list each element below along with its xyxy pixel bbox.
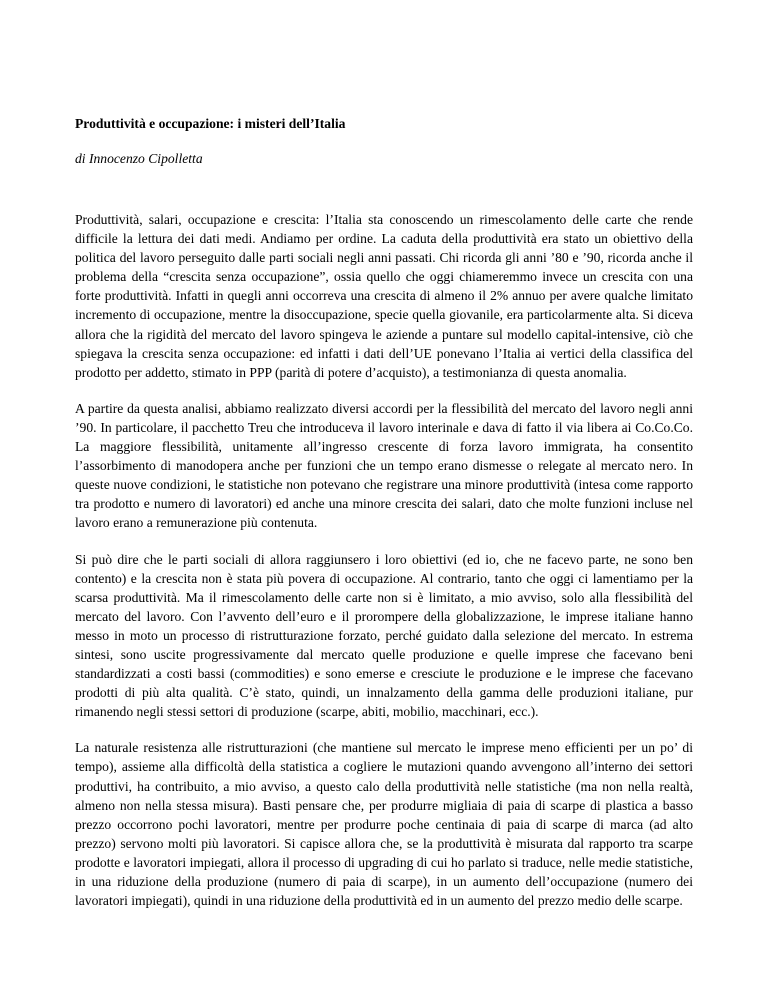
paragraph-4: La naturale resistenza alle ristrutturazioni (che mantiene sul mercato le imprese meno efficienti per un po’ di tempo), assieme alla difficoltà della statistica a cogliere le mutazioni quando avvengono all’interno dei settori produttivi, ha contribuito, a mio avviso, a questo calo della produttività nelle statistiche (ma non nella realtà, almeno non nella stessa misura). Basti pensare che, per produrre migliaia di paia di scarpe di plastica a basso prezzo occorrono pochi lavoratori, mentre per produrre poche centinaia di paia di scarpe di marca (ad alto prezzo) servono molti più lavoratori. Si capisce allora che, se la produttività è misurata dal rapporto tra scarpe prodotte e lavoratori impiegati, allora il processo di upgrading di cui ho parlato si traduce, nelle medie statistiche, in una riduzione della produzione (numero di paia di scarpe), in un aumento dell’occupazione (numero dei lavoratori impiegati), quindi in una riduzione della produttività ed in un aumento del prezzo medio delle scarpe. [75,740,693,909]
document-title: Produttività e occupazione: i misteri dell’Italia [75,116,346,131]
paragraph-3: Si può dire che le parti sociali di allora raggiunsero i loro obiettivi (ed io, che ne facevo parte, ne sono ben contento) e la crescita non è stata più povera di occupazione. Al contrario, tanto che oggi ci lamentiamo per la scarsa produttività. Ma il rimescolamento delle carte non si è limitato, a mio avviso, solo alla flessibilità del mercato del lavoro. Con l’avvento dell’euro e il prorompere della globalizzazione, le imprese italiane hanno messo in moto un processo di ristrutturazione forzato, perché guidato dalla selezione del mercato. In estrema sintesi, sono uscite progressivamente dal mercato quelle produzione e quelle imprese che facevano beni standardizzati a costi bassi (commodities) e sono emerse e cresciute le produzione e le imprese che facevano prodotti di più alta qualità. C’è stato, quindi, un innalzamento della gamma delle produzioni italiane, pur rimanendo negli stessi settori di produzione (scarpe, abiti, mobilio, macchinari, ecc.). [75,551,693,720]
document-author: di Innocenzo Cipolletta [75,151,203,166]
paragraph-1: Produttività, salari, occupazione e crescita: l’Italia sta conoscendo un rimescolamento delle carte che rende difficile la lettura dei dati medi. Andiamo per ordine. La caduta della produttività era stato un obiettivo della politica del lavoro perseguito dalle parti sociali negli anni passati. Chi ricorda gli anni ’80 e ’90, ricorda anche il problema della “crescita senza occupazione”, ossia quello che oggi chiameremmo invece un crescita con una forte produttività. Infatti in quegli anni occorreva una crescita di almeno il 2% annuo per avere qualche limitato incremento di occupazione, mentre la disoccupazione, specie quella giovanile, era particolarmente alta. Si diceva allora che la rigidità del mercato del lavoro spingeva le aziende a puntare sul modello capital-intensive, ciò che spiegava la crescita senza occupazione: ed infatti i dati dell’UE ponevano l’Italia ai vertici della classifica del prodotto per addetto, stimato in PPP (parità di potere d’acquisto), a testimonianza di questa anomalia. [75,212,693,380]
paragraph-2: A partire da questa analisi, abbiamo realizzato diversi accordi per la flessibilità del mercato del lavoro negli anni ’90. In particolare, il pacchetto Treu che introduceva il lavoro interinale e dava di fatto il via libera ai Co.Co.Co. La maggiore flessibilità, unitamente all’ingresso crescente di forza lavoro immigrata, ha consentito l’assorbimento di manodopera anche per funzioni che un tempo erano dismesse o relegate al mercato nero. In queste nuove condizioni, le statistiche non potevano che registrare una minore produttività (intesa come rapporto tra prodotto e numero di lavoratori) ed anche una minore crescita dei salari, dato che molte funzioni incluse nel lavoro erano a remunerazione più contenuta. [75,400,693,531]
document-page [75,114,693,927]
